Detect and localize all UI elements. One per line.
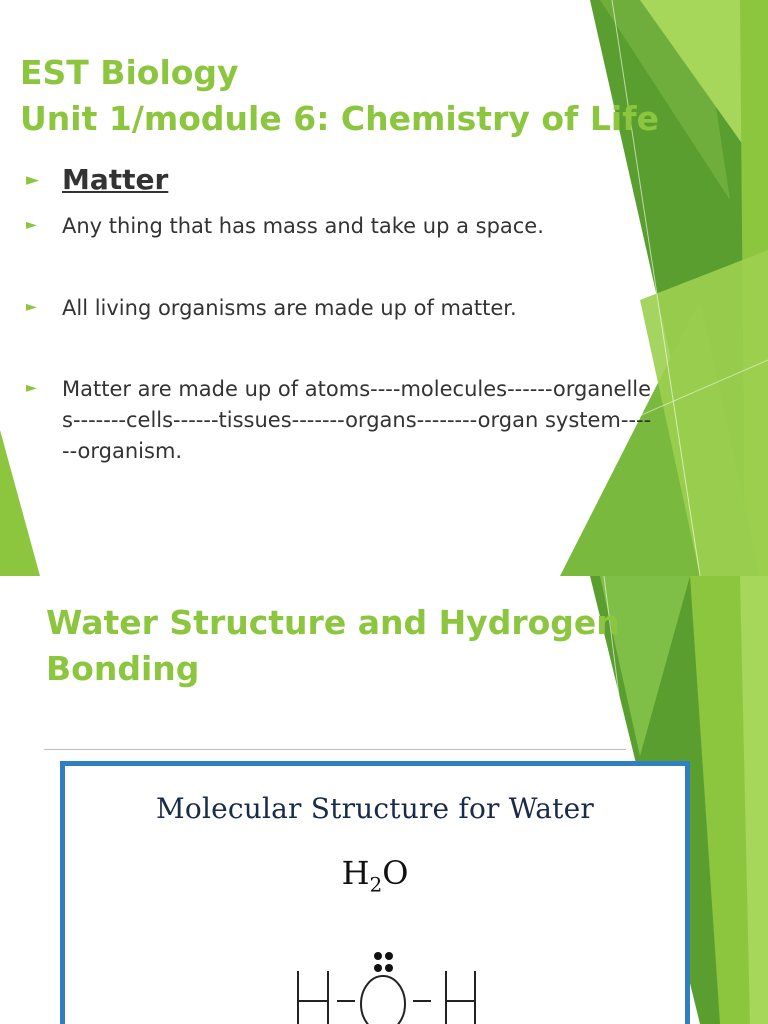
bullet-matter-heading [26, 162, 652, 198]
slide-title-line-1: Water Structure and Hydrogen [46, 603, 620, 642]
bullet-item [26, 211, 652, 242]
arrow-right-icon: ► [26, 380, 37, 396]
bullet-text: All living organisms are made up of matter. [62, 296, 517, 320]
arrow-right-icon: ► [26, 217, 37, 233]
slide-2 [0, 576, 768, 1024]
bullet-item [26, 293, 652, 324]
slide-title-line-2: Unit 1/module 6: Chemistry of Life [20, 99, 659, 138]
bullet-item [26, 374, 654, 467]
figure-title: Molecular Structure for Water [156, 792, 594, 825]
slide-title-line-2: Bonding [46, 649, 200, 688]
bullet-text: Matter are made up of atoms----molecules------organelles-------cells------tissues-------organs--------organ system------organism. [62, 377, 652, 463]
divider [44, 749, 626, 750]
formula-main: H [341, 854, 370, 892]
water-structure-figure [60, 761, 690, 1024]
bullet-text: Any thing that has mass and take up a space. [62, 214, 544, 238]
arrow-right-icon: ► [26, 299, 37, 315]
formula-end: O [382, 854, 409, 892]
bullet-text: Matter [62, 163, 169, 196]
arrow-right-icon: ► [26, 170, 40, 190]
slide-title-line-1: EST Biology [20, 53, 239, 92]
slide-title [46, 600, 620, 692]
formula-subscript: 2 [369, 872, 383, 897]
slide-title [20, 50, 659, 142]
chemical-formula [65, 854, 685, 896]
lewis-structure-drawing [65, 906, 685, 1024]
